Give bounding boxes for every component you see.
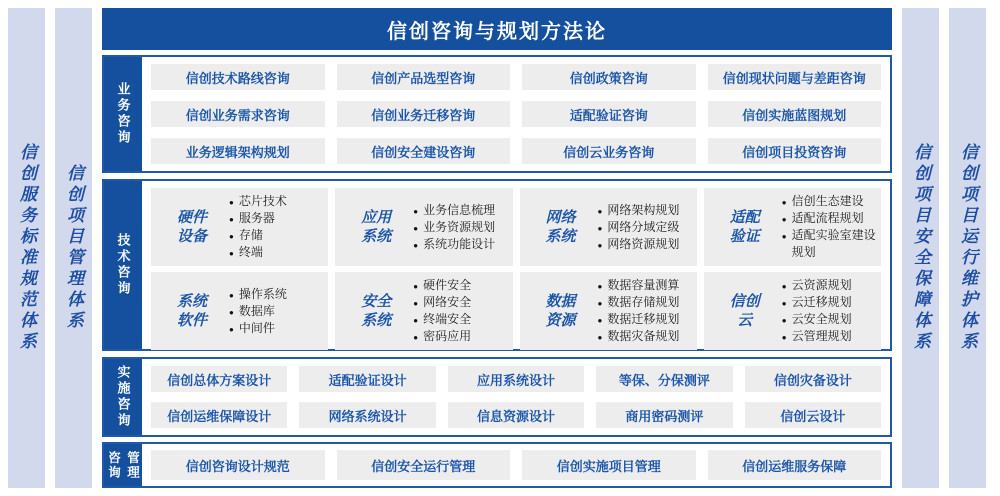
bullet-dot: ●: [781, 333, 787, 343]
item-chip: 信创灾备设计: [745, 366, 881, 392]
bullet-item: [782, 328, 877, 345]
side-bar-label: 信创项目运行维护体系: [958, 143, 977, 353]
bullet-dot: ●: [597, 206, 603, 216]
bullet-text: 网络资源规划: [607, 236, 680, 251]
main-column: [102, 8, 892, 488]
bullet-item: [413, 328, 508, 345]
bullet-text: 信创生态建设: [791, 194, 864, 208]
row: [151, 366, 881, 392]
bullet-item: [413, 311, 508, 328]
bullet-dot: ●: [781, 316, 787, 326]
item-chip: 应用系统设计: [448, 366, 584, 392]
bullet-dot: ●: [413, 240, 419, 250]
bullet-dot: ●: [597, 282, 603, 292]
item-chip: 信创现状问题与差距咨询: [708, 64, 882, 90]
bullet-dot: ●: [413, 299, 419, 309]
bullet-item: [229, 286, 324, 303]
item-chip: 信创实施项目管理: [522, 450, 696, 480]
item-chip: 信创运维服务保障: [708, 450, 882, 480]
bullet-text: 业务资源规划: [423, 219, 496, 234]
card-bullet-list: [229, 286, 324, 337]
card-title: 适配 验证: [729, 208, 760, 246]
bullet-dot: ●: [229, 215, 234, 225]
item-chip: 信创技术路线咨询: [151, 64, 325, 90]
sections-container: [102, 55, 892, 488]
item-chip: 信创项目投资咨询: [708, 138, 882, 164]
bullet-item: [413, 294, 508, 311]
card-bullet-list: [598, 277, 693, 345]
bullet-text: 终端: [238, 245, 263, 260]
item-chip: 信创运维保障设计: [151, 402, 287, 428]
card-title: 安全 系统: [361, 292, 392, 330]
bullet-item: [598, 328, 693, 345]
bullet-text: 业务信息梳理: [423, 202, 496, 217]
item-chip: 信创云业务咨询: [522, 138, 696, 164]
section-label-text: 管理: [125, 450, 140, 480]
bullet-dot: ●: [229, 249, 234, 259]
tech-card: [335, 188, 512, 266]
row: [151, 101, 881, 127]
bullet-dot: ●: [229, 324, 234, 334]
bullet-item: [229, 320, 324, 337]
item-chip: 信创咨询设计规范: [151, 450, 325, 480]
section-label-management: [104, 444, 142, 486]
item-chip: 信创安全运行管理: [337, 450, 511, 480]
side-bar-label: 信创项目安全保障体系: [911, 143, 930, 353]
bullet-text: 中间件: [238, 320, 275, 335]
bullet-dot: ●: [413, 282, 419, 292]
bullet-text: 数据灾备规划: [607, 329, 680, 344]
section-content-technical: [142, 181, 890, 349]
bullet-text: 终端安全: [423, 312, 472, 327]
row: [151, 138, 881, 164]
tech-card: [704, 188, 881, 266]
bullet-dot: ●: [781, 198, 787, 207]
bullet-item: [598, 277, 693, 294]
bullet-dot: ●: [229, 232, 234, 242]
bullet-dot: ●: [413, 316, 419, 326]
item-chip: 信创业务需求咨询: [151, 101, 325, 127]
bullet-item: [598, 219, 693, 236]
card-bullet-list: [413, 277, 508, 345]
bullet-item: [598, 236, 693, 253]
item-chip: 信创总体方案设计: [151, 366, 287, 392]
bullet-text: 云资源规划: [791, 278, 852, 293]
bullet-dot: ●: [229, 307, 234, 317]
item-chip: 信创云设计: [745, 402, 881, 428]
item-chip: 信创安全建设咨询: [337, 138, 511, 164]
bullet-item: [598, 202, 693, 219]
bullet-text: 数据迁移规划: [607, 312, 680, 327]
bullet-text: 适配实验室建设规划: [791, 228, 876, 260]
section-business: [102, 55, 892, 173]
card-bullet-list: [782, 193, 877, 261]
row: [151, 64, 881, 90]
bullet-dot: ●: [781, 299, 787, 309]
tech-card: [520, 272, 697, 350]
bullet-text: 硬件安全: [423, 278, 472, 293]
section-content-management: [142, 444, 890, 486]
bullet-dot: ●: [781, 232, 787, 242]
section-label-business: [104, 57, 142, 171]
bullet-dot: ●: [597, 333, 603, 343]
card-bullet-list: [413, 202, 508, 253]
tech-card: [151, 188, 328, 266]
bullet-dot: ●: [413, 206, 419, 216]
section-technical: [102, 179, 892, 351]
side-bar-security-assurance: [902, 8, 939, 488]
bullet-item: [598, 294, 693, 311]
section-label-text: 业务咨询: [115, 82, 131, 146]
item-chip: 网络系统设计: [299, 402, 435, 428]
bullet-item: [782, 210, 877, 227]
bullet-text: 数据存储规划: [607, 295, 680, 310]
tech-card: [335, 272, 512, 350]
bullet-dot: ●: [229, 198, 234, 207]
item-chip: 等保、分保测评: [596, 366, 732, 392]
bullet-dot: ●: [781, 215, 787, 225]
side-bar-service-standard: [8, 8, 45, 488]
item-chip: 信息资源设计: [448, 402, 584, 428]
bullet-text: 云管理规划: [791, 329, 852, 344]
tech-card: [520, 188, 697, 266]
section-implementation: [102, 357, 892, 437]
bullet-text: 存储: [238, 228, 263, 243]
section-management: [102, 442, 892, 488]
bullet-text: 网络分域定级: [607, 219, 680, 234]
bullet-item: [413, 219, 508, 236]
item-chip: 信创政策咨询: [522, 64, 696, 90]
side-bar-label: 信创项目管理体系: [64, 164, 83, 332]
bullet-item: [782, 277, 877, 294]
bullet-item: [229, 227, 324, 244]
section-content-implementation: [142, 359, 890, 435]
tech-card: [151, 272, 328, 350]
bullet-dot: ●: [597, 223, 603, 233]
side-bar-label: 信创服务标准规范体系: [17, 143, 36, 353]
item-chip: 信创业务迁移咨询: [337, 101, 511, 127]
section-label-technical: [104, 181, 142, 349]
bullet-dot: ●: [413, 223, 419, 233]
bullet-item: [598, 311, 693, 328]
bullet-item: [229, 193, 324, 210]
section-label-text: 咨询: [106, 450, 121, 480]
row: [151, 402, 881, 428]
tech-card: [704, 272, 881, 350]
bullet-item: [782, 311, 877, 328]
bullet-text: 数据容量测算: [607, 278, 680, 293]
side-bar-project-management: [55, 8, 92, 488]
bullet-dot: ●: [597, 240, 603, 250]
bullet-dot: ●: [229, 290, 234, 300]
bullet-item: [229, 303, 324, 320]
bullet-text: 服务器: [238, 211, 275, 226]
bullet-text: 适配流程规划: [791, 211, 864, 226]
item-chip: 适配验证咨询: [522, 101, 696, 127]
bullet-text: 操作系统: [238, 286, 287, 301]
bullet-dot: ●: [597, 316, 603, 326]
bullet-item: [782, 227, 877, 261]
bullet-dot: ●: [597, 299, 603, 309]
bullet-item: [782, 294, 877, 311]
bullet-item: [229, 210, 324, 227]
item-chip: 业务逻辑架构规划: [151, 138, 325, 164]
card-title: 网络 系统: [545, 208, 576, 246]
card-title: 数据 资源: [545, 292, 576, 330]
bullet-text: 云迁移规划: [791, 295, 852, 310]
bullet-item: [413, 236, 508, 253]
diagram-title: 信创咨询与规划方法论: [102, 8, 892, 50]
row: [151, 450, 881, 480]
card-bullet-list: [782, 277, 877, 345]
card-bullet-list: [229, 193, 324, 261]
bullet-text: 数据库: [238, 303, 275, 318]
bullet-text: 芯片技术: [238, 194, 287, 208]
bullet-item: [413, 202, 508, 219]
bullet-text: 密码应用: [423, 329, 472, 344]
card-title: 应用 系统: [361, 208, 392, 246]
item-chip: 商用密码测评: [596, 402, 732, 428]
bullet-text: 网络安全: [423, 295, 472, 310]
row: [151, 272, 881, 350]
bullet-text: 系统功能设计: [423, 236, 496, 251]
bullet-text: 网络架构规划: [607, 202, 680, 217]
bullet-text: 云安全规划: [791, 312, 852, 327]
row: [151, 188, 881, 266]
section-label-text: 技术咨询: [115, 233, 131, 297]
item-chip: 适配验证设计: [299, 366, 435, 392]
item-chip: 信创产品选型咨询: [337, 64, 511, 90]
bullet-item: [229, 244, 324, 261]
card-title: 信创 云: [729, 292, 760, 330]
bullet-dot: ●: [413, 333, 419, 343]
bullet-dot: ●: [781, 282, 787, 292]
bullet-item: [782, 193, 877, 210]
bullet-item: [413, 277, 508, 294]
section-label-text: 实施咨询: [115, 365, 131, 429]
side-bar-operation-maintenance: [949, 8, 986, 488]
card-bullet-list: [598, 202, 693, 253]
card-title: 硬件 设备: [176, 208, 207, 246]
card-title: 系统 软件: [176, 292, 207, 330]
item-chip: 信创实施蓝图规划: [708, 101, 882, 127]
section-content-business: [142, 57, 890, 171]
section-label-implementation: [104, 359, 142, 435]
